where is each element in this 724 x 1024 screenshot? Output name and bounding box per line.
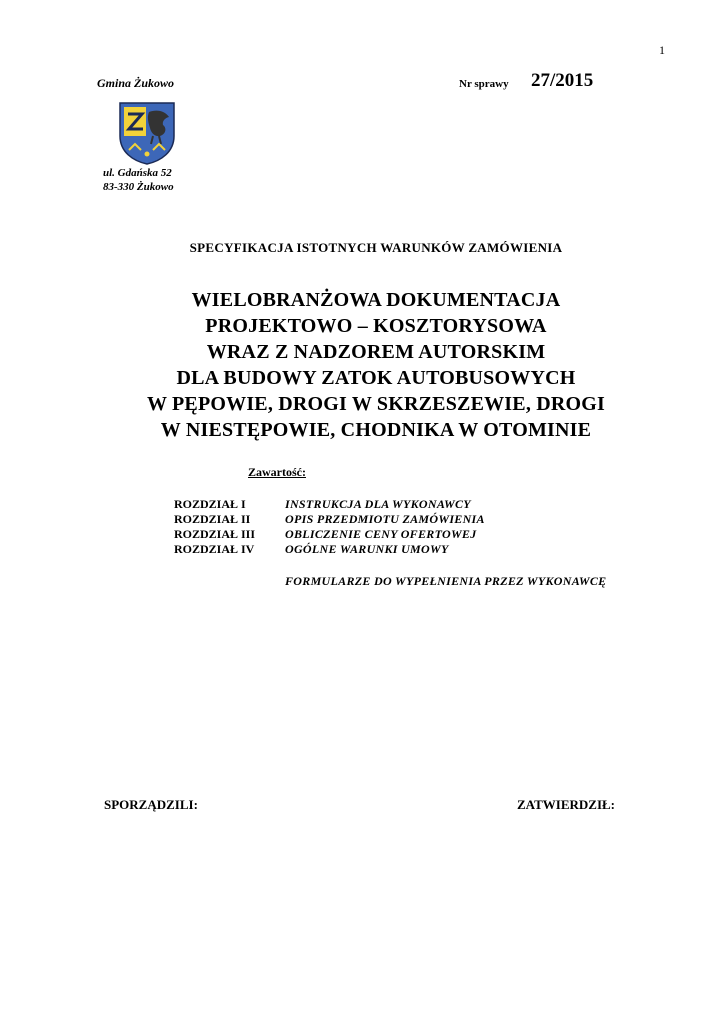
chapter-number: ROZDZIAŁ I bbox=[174, 497, 246, 511]
case-number-label: Nr sprawy bbox=[459, 78, 509, 90]
toc-row bbox=[174, 542, 485, 557]
case-number: 27/2015 bbox=[531, 70, 594, 91]
toc-row bbox=[174, 497, 485, 512]
main-title-line: PROJEKTOWO – KOSZTORYSOWA bbox=[205, 315, 547, 337]
main-title-line: W PĘPOWIE, DROGI W SKRZESZEWIE, DROGI bbox=[146, 393, 606, 415]
chapter-title: OBLICZENIE CENY OFERTOWEJ bbox=[285, 527, 477, 541]
table-of-contents bbox=[174, 497, 485, 557]
office-name: Gmina Żukowo bbox=[97, 76, 175, 90]
chapter-number: ROZDZIAŁ IV bbox=[174, 542, 255, 556]
main-title-line: DLA BUDOWY ZATOK AUTOBUSOWYCH bbox=[176, 367, 576, 389]
main-title bbox=[0, 287, 724, 443]
chapter-title: OPIS PRZEDMIOTU ZAMÓWIENIA bbox=[285, 512, 485, 526]
office-address bbox=[103, 166, 174, 194]
chapter-title: INSTRUKCJA DLA WYKONAWCY bbox=[285, 497, 471, 511]
address-street: ul. Gdańska 52 bbox=[103, 167, 172, 179]
address-postal: 83-330 Żukowo bbox=[103, 181, 174, 193]
main-title-line: WRAZ Z NADZOREM AUTORSKIM bbox=[206, 341, 546, 363]
contents-heading: Zawartość: bbox=[248, 465, 306, 479]
toc-row bbox=[174, 527, 485, 542]
main-title-line: W NIESTĘPOWIE, CHODNIKA W OTOMINIE bbox=[160, 419, 592, 441]
forms-entry: FORMULARZE DO WYPEŁNIENIA PRZEZ WYKONAWCĘ bbox=[285, 574, 607, 588]
document-type-title: SPECYFIKACJA ISTOTNYCH WARUNKÓW ZAMÓWIENIA bbox=[189, 240, 563, 255]
chapter-number: ROZDZIAŁ III bbox=[174, 527, 256, 541]
chapter-title: OGÓLNE WARUNKI UMOWY bbox=[285, 542, 449, 556]
prepared-by-label: SPORZĄDZILI: bbox=[104, 797, 198, 812]
coat-of-arms-icon bbox=[117, 100, 177, 166]
approved-by-label: ZATWIERDZIŁ: bbox=[517, 797, 616, 812]
main-title-line: WIELOBRANŻOWA DOKUMENTACJA bbox=[191, 289, 561, 311]
chapter-number: ROZDZIAŁ II bbox=[174, 512, 251, 526]
toc-row bbox=[174, 512, 485, 527]
page-number: 1 bbox=[659, 43, 665, 57]
